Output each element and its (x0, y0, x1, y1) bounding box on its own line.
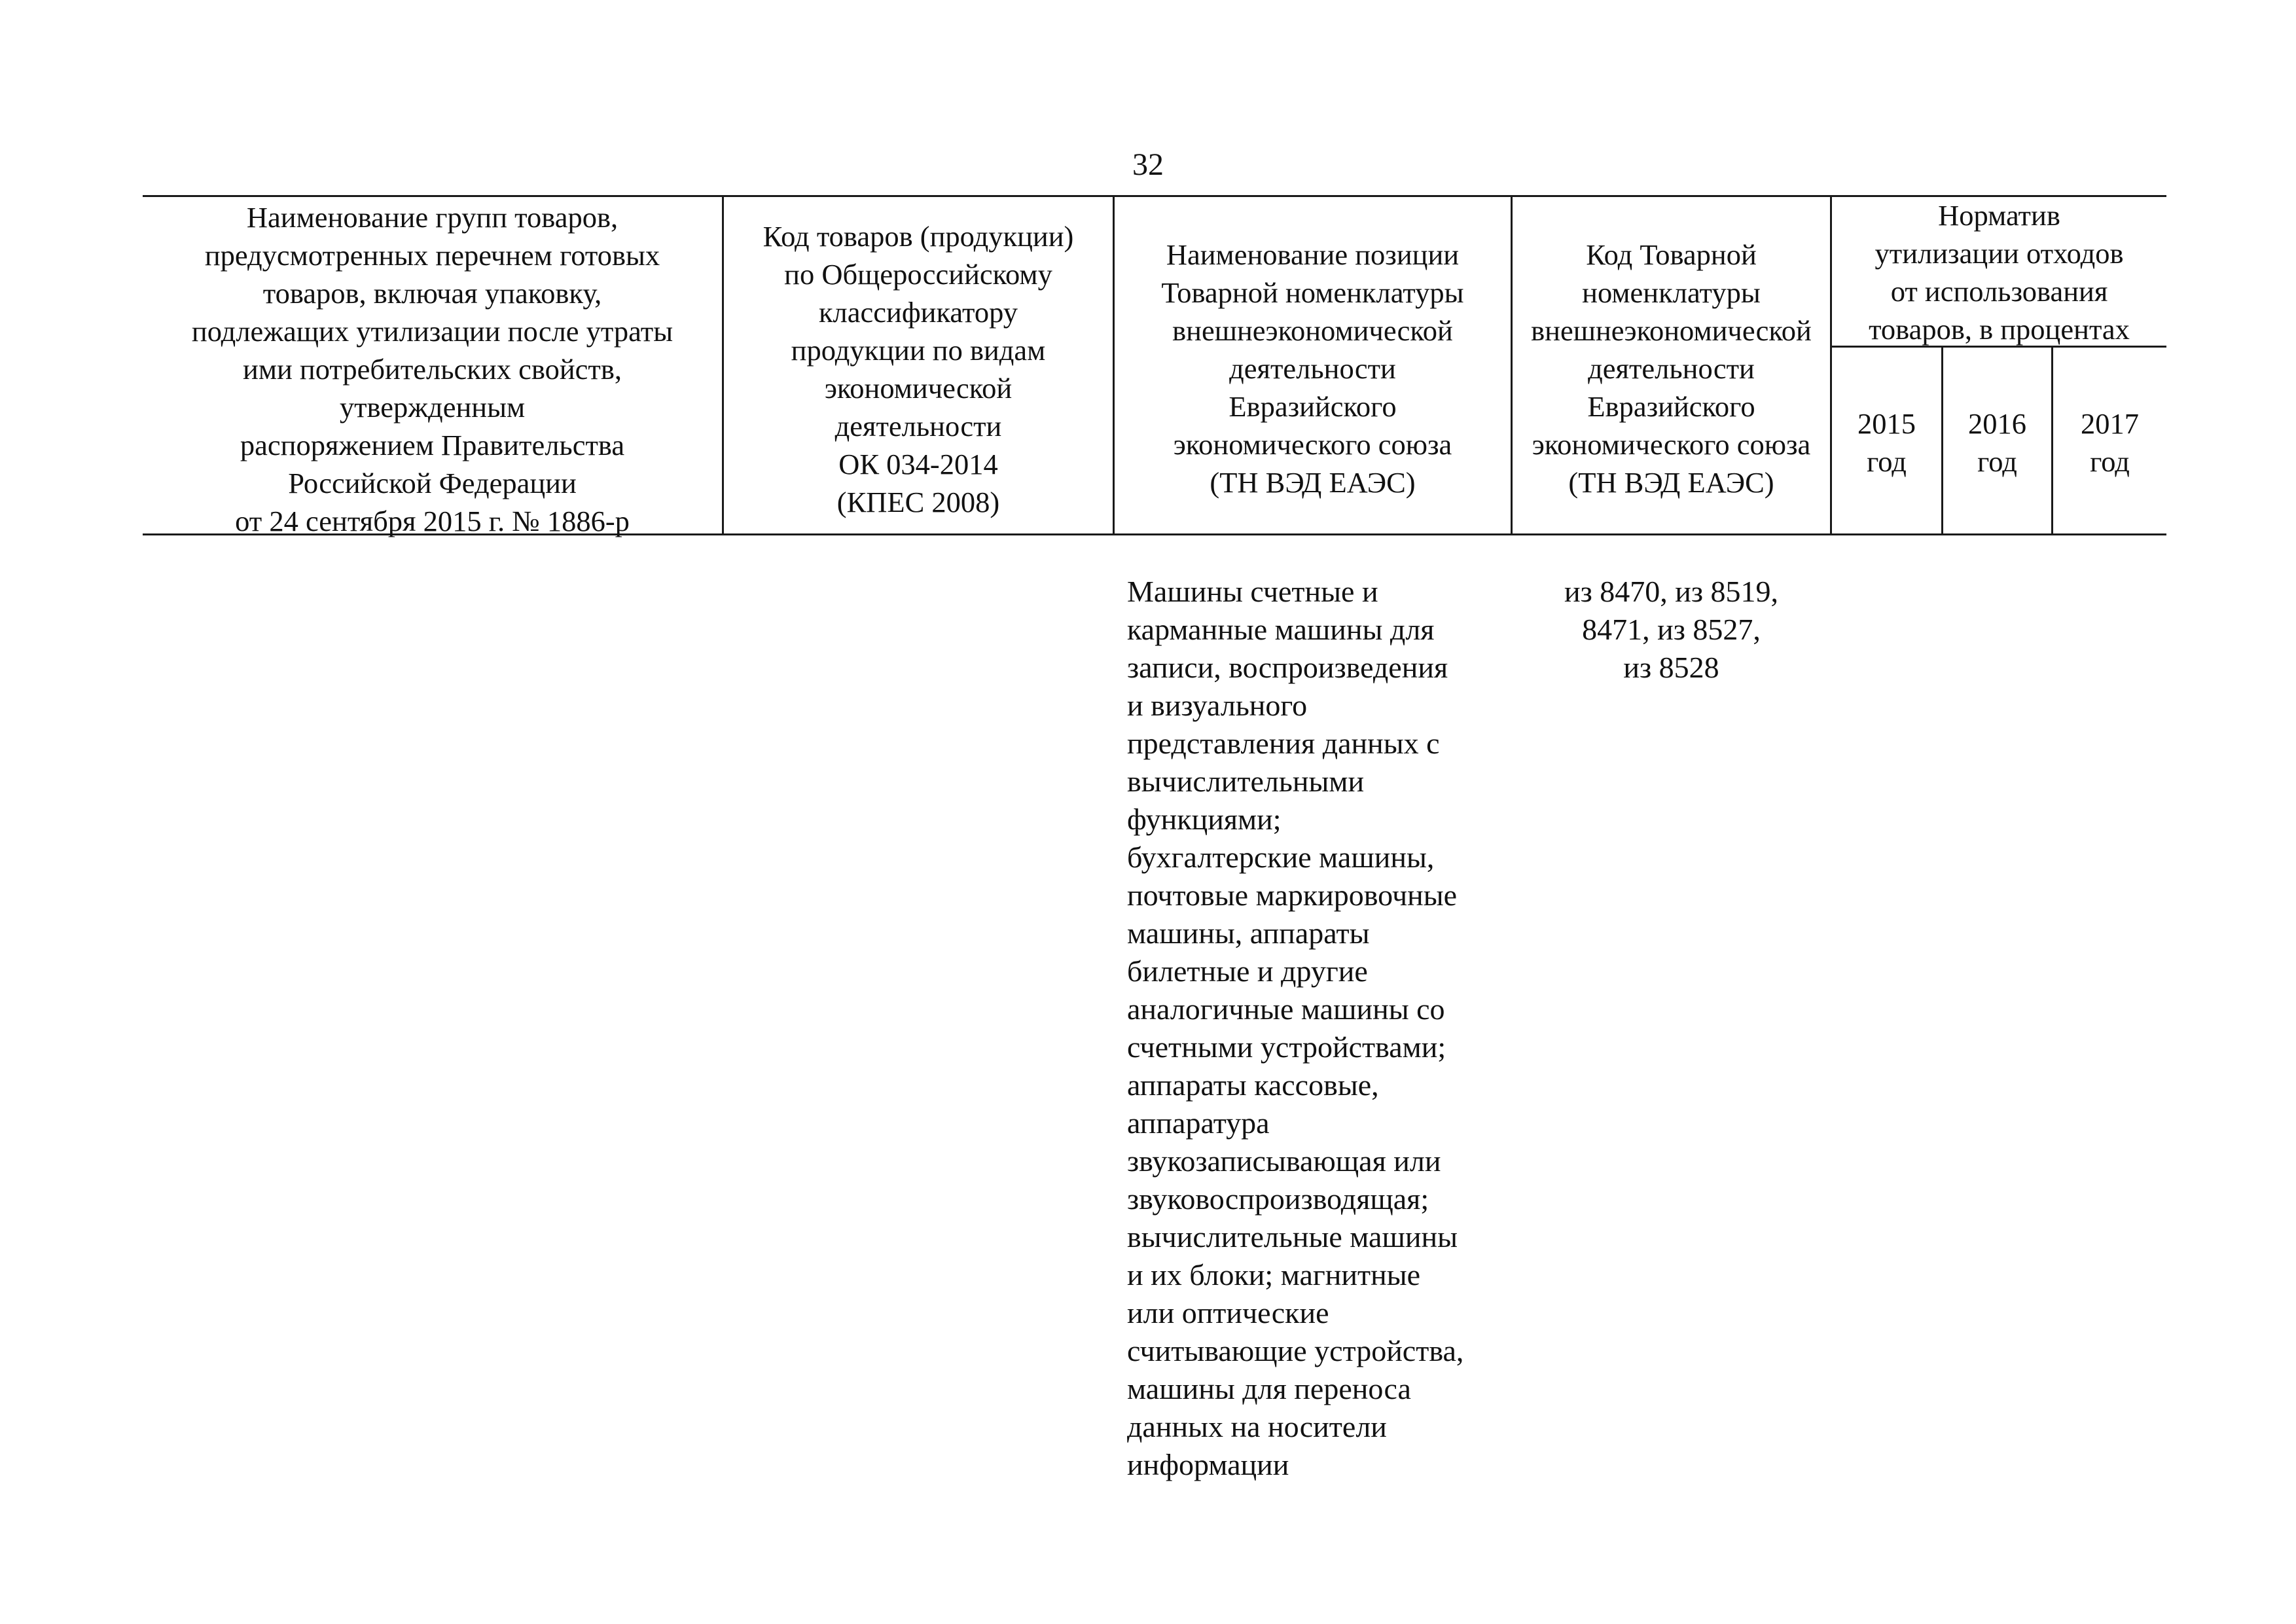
header-tnved-name: Наименование позиции Товарной номенклатуры внешнеэкономической деятельности Евразийского экономического союза (ТН ВЭД ЕАЭС) (1161, 238, 1464, 499)
row-tnved-code: из 8470, из 8519, 8471, из 8527, из 8528 (1564, 575, 1779, 684)
header-product-group: Наименование групп товаров, предусмотренных перечнем готовых товаров, включая упаковку, подлежащих утилизации после утраты ими потребительских свойств, утвержденным распоряжением Правительства Российской Федерации от 24 сентября 2015 г. № 1886-р (191, 201, 673, 537)
header-year-2016: 2016 год (1968, 407, 2026, 478)
header-tnved-code: Код Товарной номенклатуры внешнеэкономической деятельности Евразийского экономического союза (ТН ВЭД ЕАЭС) (1531, 238, 1812, 499)
header-year-2015: 2015 год (1857, 407, 1916, 478)
header-okpd-code: Код товаров (продукции) по Общероссийскому классификатору продукции по видам экономической деятельности ОК 034-2014 (КПЕС 2008) (762, 220, 1074, 518)
row-tnved-name: Машины счетные и карманные машины для записи, воспроизведения и визуального представления данных с вычислительными функциями; бухгалтерские машины, почтовые маркировочные машины, аппараты билетные и другие аналогичные машины со счетными устройствами; аппараты кассовые, аппаратура звукозаписывающая или звуковоспроизводящая; вычислительные машины и их блоки; магнитные или оптические считывающие устройства, машины для переноса данных на носители информации (1127, 575, 1464, 1481)
page-number: 32 (1132, 147, 1164, 182)
header-year-2017: 2017 год (2081, 407, 2139, 478)
header-norm-group: Норматив утилизации отходов от использования товаров, в процентах (1869, 199, 2130, 346)
